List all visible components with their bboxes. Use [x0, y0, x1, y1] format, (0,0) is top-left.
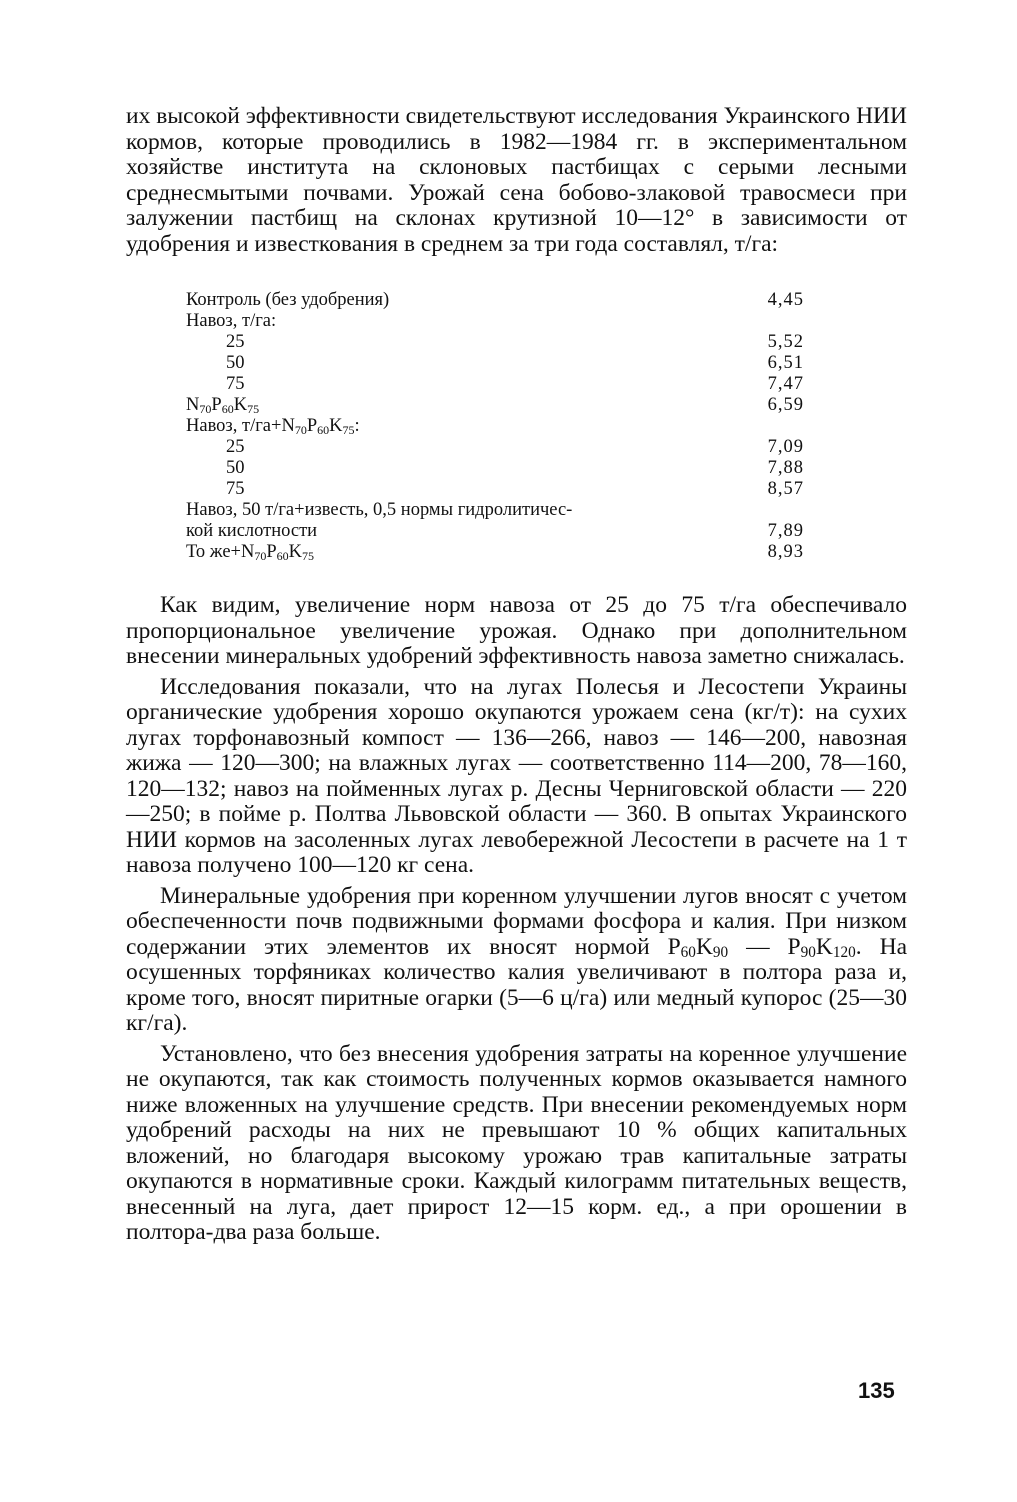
page-body — [126, 104, 907, 1246]
table-row: Контроль (без удобрения) 4,45 — [186, 290, 804, 310]
table-row: кой кислотности 7,89 — [186, 521, 804, 541]
table-row: Навоз, $т/га+N_{70}P_{60}K_{75}$: — [186, 416, 360, 437]
yield-table — [186, 290, 804, 563]
table-row: То $же+N_{70}P_{60}K_{75}$ 8,93 — [186, 542, 804, 563]
intro-paragraph: их высокой эффективности свидетельствуют исследования Украинского НИИ кормов, которые проводились в 1982—1984 гг. в экспериментальном хозяйстве института на склоновых пастбищах с серыми лесными среднесмытыми почвами. Урожай сена бобово-злаковой травосмеси при залужении пастбищ на склонах крутизной 10—12° в зависимости от удобрения и известкования в среднем за три года составлял, т/га: — [126, 103, 907, 257]
table-row: 25 5,52 — [226, 332, 804, 352]
paragraph-1: Как видим, увеличение норм навоза от 25 до 75 т/га обеспечивало пропорциональное увеличение урожая. Однако при дополнительном внесении минеральных удобрений эффективность навоза заметно снижалась. — [126, 592, 907, 669]
table-row: 25 7,09 — [226, 437, 804, 457]
table-row: 50 6,51 — [226, 353, 804, 373]
table-row: 50 7,88 — [226, 458, 804, 478]
table-row: 75 8,57 — [226, 479, 804, 499]
npk-formula: $N_{70}P_{60}K_{75}$ — [186, 395, 260, 416]
page-number: 135 — [858, 1378, 895, 1403]
table-row: Навоз, т/га: — [186, 311, 277, 331]
paragraph-4: Установлено, что без внесения удобрения затраты на коренное улучшение не окупаются, так как стоимость полученных кормов оказывается намного ниже вложенных на улучшение средств. При внесении рекомендуемых норм удобрений расходы на них не превышают 10 % общих капитальных вложений, но благодаря высокому урожаю трав капитальные затраты окупаются в нормативные сроки. Каждый килограмм питательных веществ, внесенный на луга, дает прирост 12—15 корм. ед., а при орошении в полтора-два раза больше. — [126, 1040, 907, 1245]
paragraph-3: Минеральные удобрения при коренном улучшении лугов вносят с учетом обеспеченности почв подвижными формами фосфора и калия. При низком содержании этих элементов их вносят нормой $P_{60}K_{90}$ — $P_{90}K_{120}$. На осушенных торфяниках количество калия увеличивают в полтора раза и, кроме того, вносят пиритные огарки (5—6 ц/га) или медный купорос (25—30 кг/га). — [126, 882, 908, 1036]
table-row: 75 7,47 — [226, 374, 804, 394]
table-row: Навоз, 50 т/га+известь, 0,5 нормы гидролитичес- — [186, 500, 573, 520]
table-row: $N_{70}P_{60}K_{75}$ 6,59 — [186, 395, 804, 416]
paragraph-2: Исследования показали, что на лугах Полесья и Лесостепи Украины органические удобрения хорошо окупаются урожаем сена (кг/т): на сухих лугах торфонавозный компост — 136—266, навоз — 146—200, навозная жижа — 120—300; на влажных лугах — соответственно 114—200, 78—160, 120—132; навоз на пойменных лугах р. Десны Черниговской области — 220—250; в пойме р. Полтва Львовской области — 360. В опытах Украинского НИИ кормов на засоленных лугах левобережной Лесостепи в расчете на 1 т навоза получено 100—120 кг сена. — [126, 673, 907, 878]
